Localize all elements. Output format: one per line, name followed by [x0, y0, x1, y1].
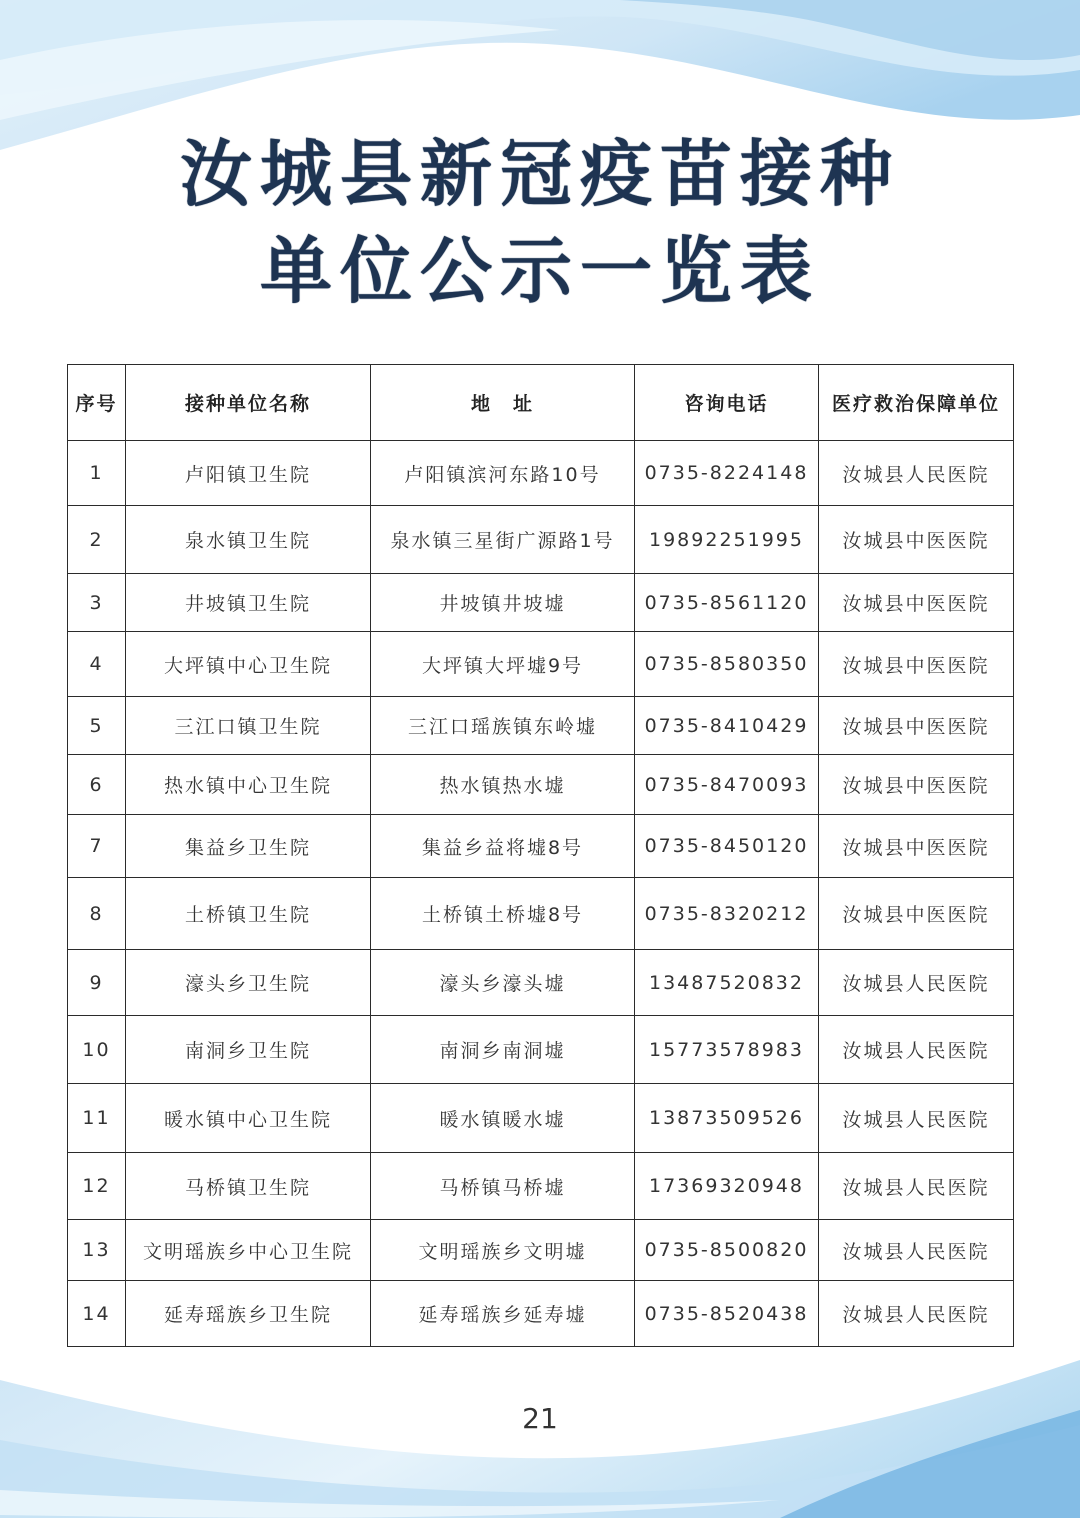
cell-unit-name: 南洞乡卫生院: [126, 1016, 371, 1084]
cell-support-hospital: 汝城县中医医院: [819, 574, 1014, 632]
header-support-hospital: 医疗救治保障单位: [819, 365, 1014, 441]
header-unit-name: 接种单位名称: [126, 365, 371, 441]
cell-address: 延寿瑶族乡延寿墟: [371, 1281, 635, 1347]
table-row: [68, 1153, 1014, 1220]
cell-phone: 0735-8410429: [635, 697, 819, 755]
cell-index: 10: [68, 1016, 126, 1084]
cell-unit-name: 大坪镇中心卫生院: [126, 632, 371, 697]
cell-unit-name: 卢阳镇卫生院: [126, 441, 371, 506]
cell-support-hospital: 汝城县人民医院: [819, 1281, 1014, 1347]
cell-phone: 0735-8450120: [635, 815, 819, 878]
cell-unit-name: 井坡镇卫生院: [126, 574, 371, 632]
cell-index: 7: [68, 815, 126, 878]
cell-phone: 15773578983: [635, 1016, 819, 1084]
cell-address: 文明瑶族乡文明墟: [371, 1220, 635, 1281]
cell-address: 卢阳镇滨河东路10号: [371, 441, 635, 506]
table-row: [68, 632, 1014, 697]
cell-phone: 13487520832: [635, 950, 819, 1016]
cell-phone: 0735-8520438: [635, 1281, 819, 1347]
cell-address: 泉水镇三星街广源路1号: [371, 506, 635, 574]
cell-address: 暖水镇暖水墟: [371, 1084, 635, 1153]
cell-unit-name: 文明瑶族乡中心卫生院: [126, 1220, 371, 1281]
table-row: [68, 697, 1014, 755]
cell-index: 9: [68, 950, 126, 1016]
cell-phone: 17369320948: [635, 1153, 819, 1220]
table-body: [68, 441, 1014, 1347]
cell-phone: 0735-8320212: [635, 878, 819, 950]
table-row: [68, 1281, 1014, 1347]
table-header-row: [68, 365, 1014, 441]
table-row: [68, 1016, 1014, 1084]
table-row: [68, 950, 1014, 1016]
vaccination-units-table: [67, 364, 1014, 1347]
cell-address: 土桥镇土桥墟8号: [371, 878, 635, 950]
cell-unit-name: 濠头乡卫生院: [126, 950, 371, 1016]
cell-support-hospital: 汝城县中医医院: [819, 632, 1014, 697]
page-title-line-1: 汝城县新冠疫苗接种: [179, 132, 900, 216]
cell-index: 4: [68, 632, 126, 697]
cell-phone: 0735-8561120: [635, 574, 819, 632]
cell-support-hospital: 汝城县中医医院: [819, 815, 1014, 878]
cell-phone: 0735-8224148: [635, 441, 819, 506]
header-index: 序号: [68, 365, 126, 441]
table-row: [68, 574, 1014, 632]
cell-unit-name: 土桥镇卫生院: [126, 878, 371, 950]
cell-index: 12: [68, 1153, 126, 1220]
page-title-line-2: 单位公示一览表: [259, 229, 820, 313]
cell-index: 3: [68, 574, 126, 632]
header-address: 地 址: [371, 365, 635, 441]
cell-phone: 0735-8470093: [635, 755, 819, 815]
cell-phone: 19892251995: [635, 506, 819, 574]
cell-unit-name: 泉水镇卫生院: [126, 506, 371, 574]
cell-address: 大坪镇大坪墟9号: [371, 632, 635, 697]
cell-address: 井坡镇井坡墟: [371, 574, 635, 632]
cell-support-hospital: 汝城县人民医院: [819, 950, 1014, 1016]
cell-unit-name: 三江口镇卫生院: [126, 697, 371, 755]
table-row: [68, 878, 1014, 950]
cell-index: 13: [68, 1220, 126, 1281]
cell-support-hospital: 汝城县人民医院: [819, 1016, 1014, 1084]
cell-support-hospital: 汝城县人民医院: [819, 1220, 1014, 1281]
cell-phone: 13873509526: [635, 1084, 819, 1153]
cell-unit-name: 集益乡卫生院: [126, 815, 371, 878]
cell-index: 2: [68, 506, 126, 574]
cell-support-hospital: 汝城县人民医院: [819, 1084, 1014, 1153]
cell-address: 马桥镇马桥墟: [371, 1153, 635, 1220]
cell-address: 热水镇热水墟: [371, 755, 635, 815]
header-phone: 咨询电话: [635, 365, 819, 441]
cell-index: 8: [68, 878, 126, 950]
cell-unit-name: 马桥镇卫生院: [126, 1153, 371, 1220]
cell-support-hospital: 汝城县中医医院: [819, 755, 1014, 815]
table-row: [68, 755, 1014, 815]
cell-support-hospital: 汝城县人民医院: [819, 441, 1014, 506]
cell-support-hospital: 汝城县中医医院: [819, 697, 1014, 755]
cell-index: 14: [68, 1281, 126, 1347]
cell-phone: 0735-8580350: [635, 632, 819, 697]
cell-index: 6: [68, 755, 126, 815]
cell-support-hospital: 汝城县人民医院: [819, 1153, 1014, 1220]
cell-address: 三江口瑶族镇东岭墟: [371, 697, 635, 755]
cell-address: 濠头乡濠头墟: [371, 950, 635, 1016]
table-row: [68, 815, 1014, 878]
cell-address: 南洞乡南洞墟: [371, 1016, 635, 1084]
cell-index: 1: [68, 441, 126, 506]
cell-unit-name: 热水镇中心卫生院: [126, 755, 371, 815]
table-row: [68, 441, 1014, 506]
table-row: [68, 1220, 1014, 1281]
table-row: [68, 1084, 1014, 1153]
table-row: [68, 506, 1014, 574]
cell-support-hospital: 汝城县中医医院: [819, 506, 1014, 574]
cell-index: 11: [68, 1084, 126, 1153]
cell-index: 5: [68, 697, 126, 755]
cell-phone: 0735-8500820: [635, 1220, 819, 1281]
cell-unit-name: 延寿瑶族乡卫生院: [126, 1281, 371, 1347]
cell-unit-name: 暖水镇中心卫生院: [126, 1084, 371, 1153]
cell-address: 集益乡益将墟8号: [371, 815, 635, 878]
cell-support-hospital: 汝城县中医医院: [819, 878, 1014, 950]
page-number: 21: [522, 1402, 558, 1435]
